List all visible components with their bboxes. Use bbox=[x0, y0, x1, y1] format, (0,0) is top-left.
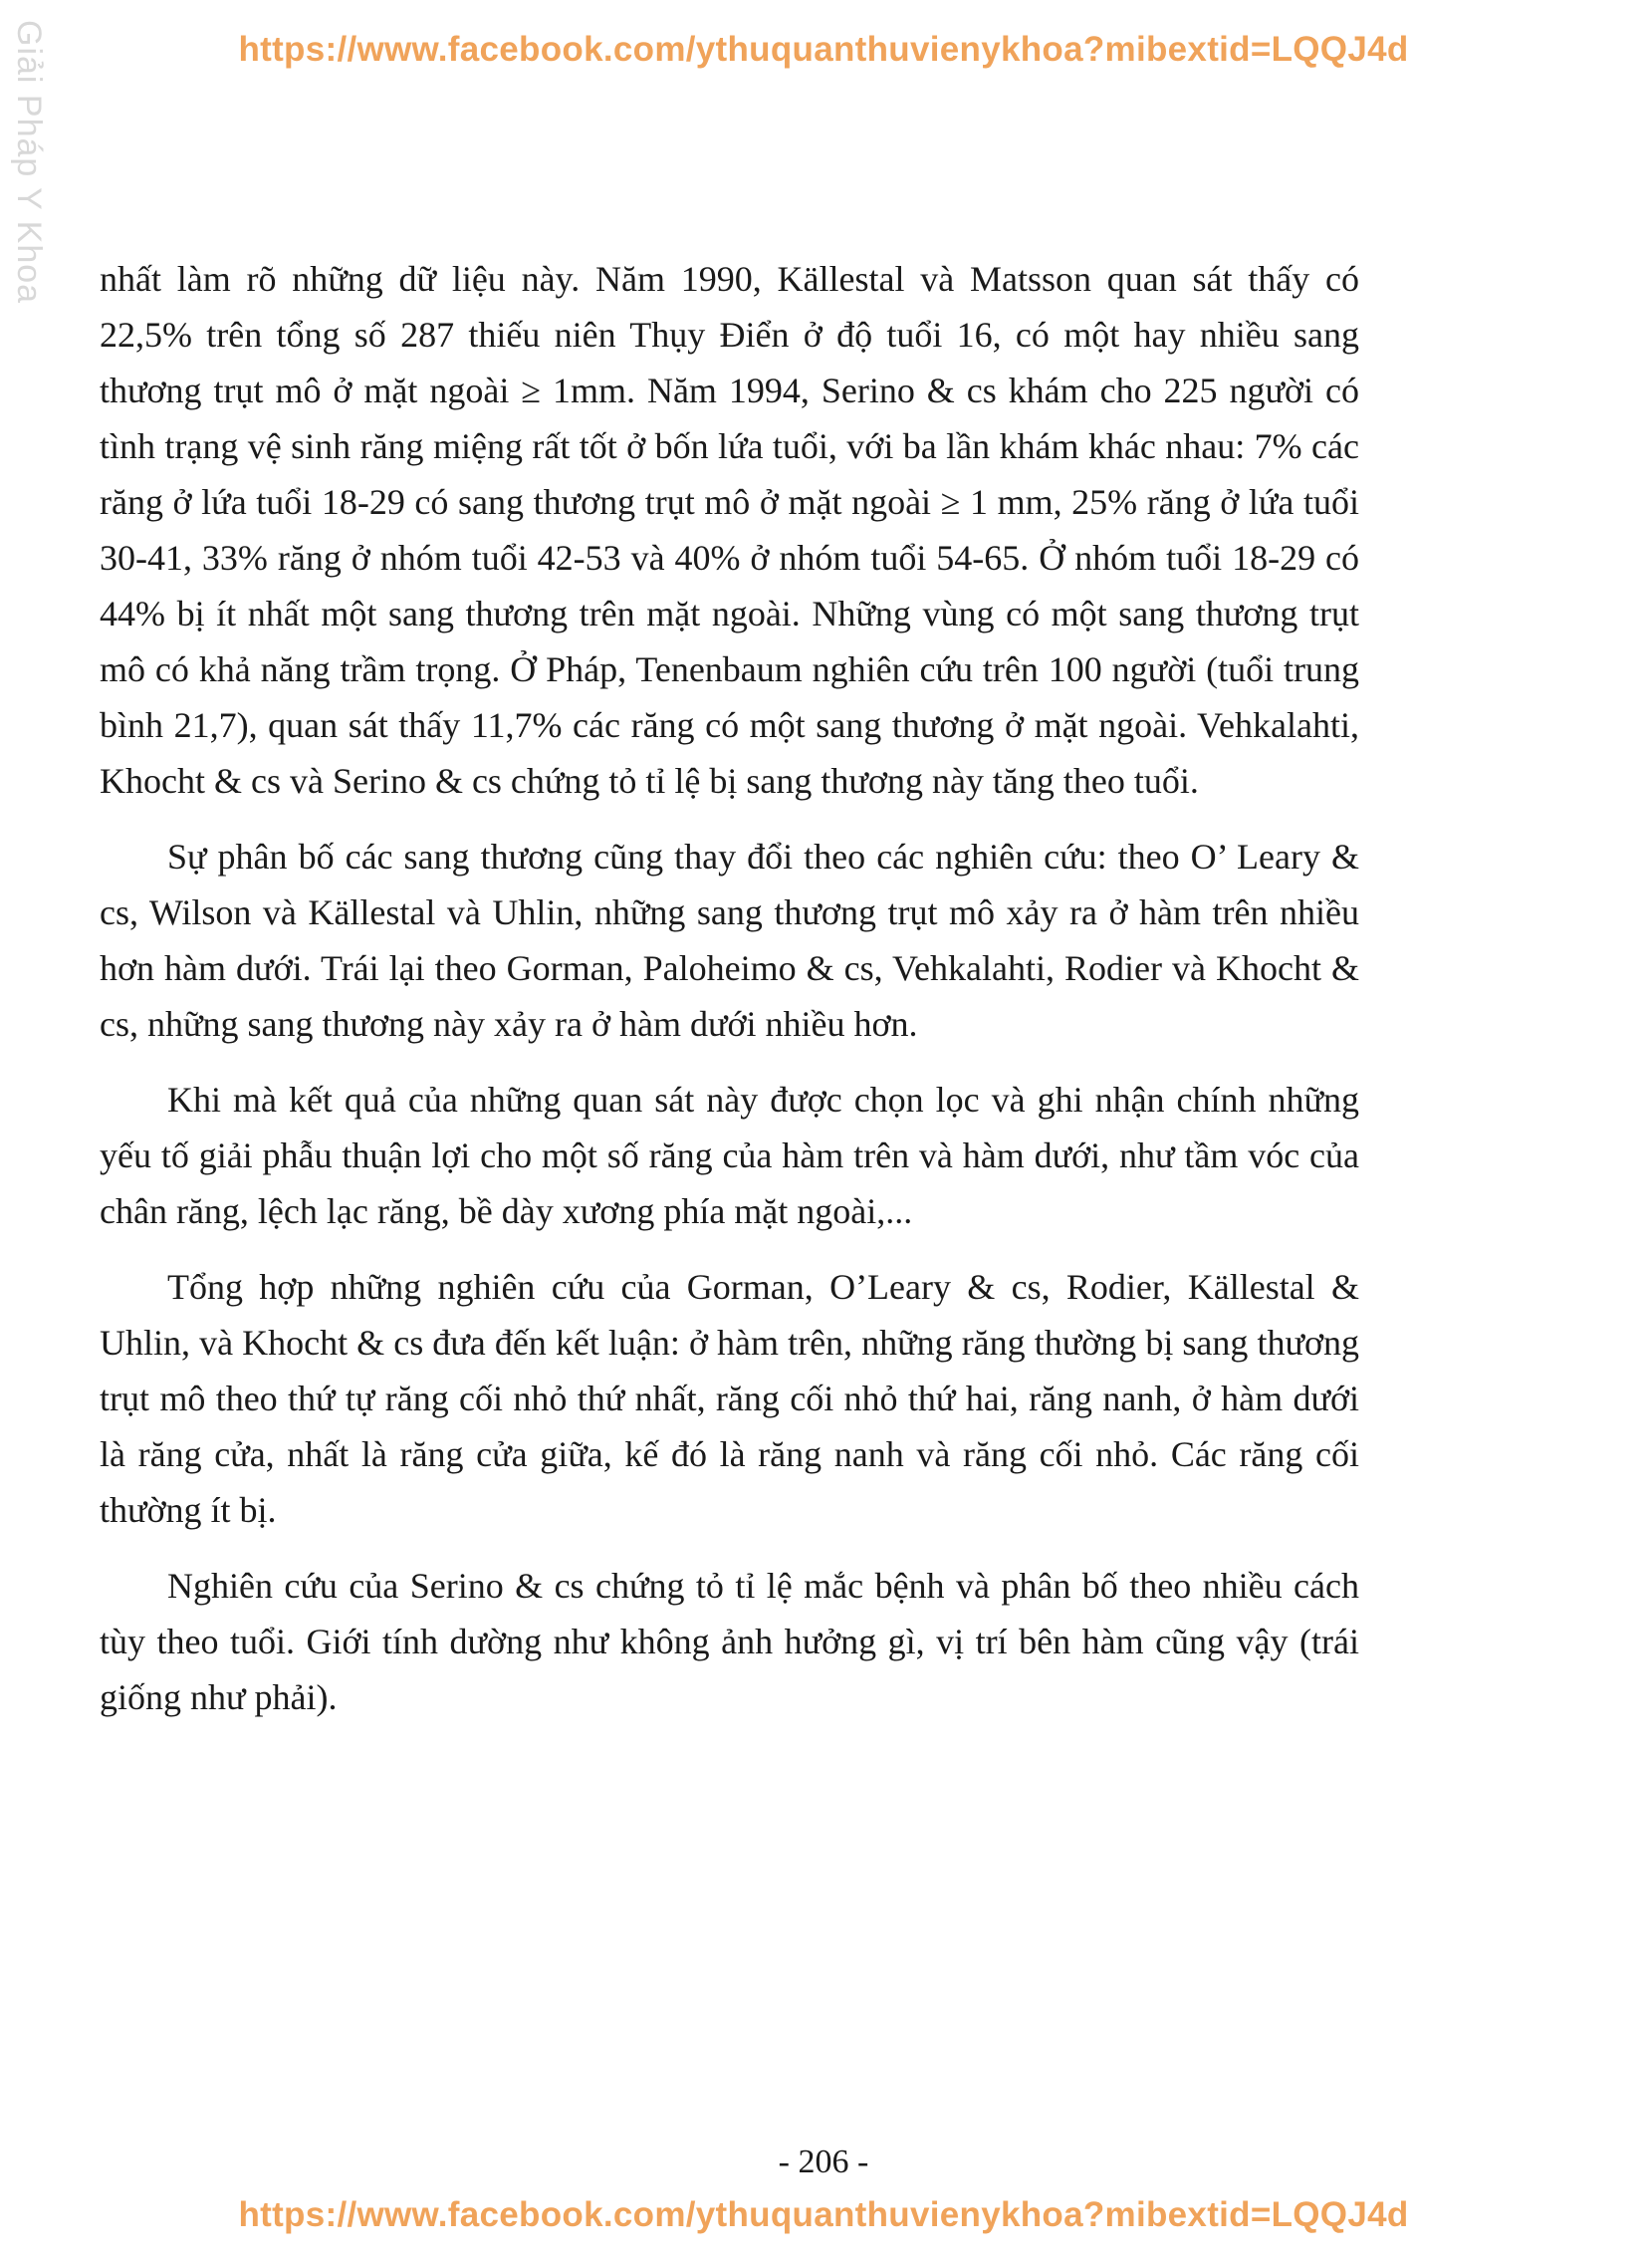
paragraph-3: Khi mà kết quả của những quan sát này được chọn lọc và ghi nhận chính những yếu tố giải phẫu thuận lợi cho một số răng của hàm trên và hàm dưới, như tầm vóc của chân răng, lệch lạc răng, bề dày xương phía mặt ngoài,... bbox=[100, 1080, 1359, 1231]
side-watermark: Giải Pháp Y Khoa bbox=[10, 20, 48, 305]
page-number: - 206 - bbox=[778, 2143, 869, 2180]
paragraph-2: Sự phân bố các sang thương cũng thay đổi theo các nghiên cứu: theo O’ Leary & cs, Wilson và Källestal và Uhlin, những sang thương trụt mô xảy ra ở hàm trên nhiều hơn hàm dưới. Trái lại theo Gorman, Paloheimo & cs, Vehkalahti, Rodier và Khocht & cs, những sang thương này xảy ra ở hàm dưới nhiều hơn. bbox=[100, 837, 1359, 1044]
bottom-url-banner: https://www.facebook.com/ythuquanthuvienykhoa?mibextid=LQQJ4d bbox=[238, 2195, 1409, 2234]
paragraph-4: Tổng hợp những nghiên cứu của Gorman, O’Leary & cs, Rodier, Källestal & Uhlin, và Khocht & cs đưa đến kết luận: ở hàm trên, những răng thường bị sang thương trụt mô theo thứ tự răng cối nhỏ thứ nhất, răng cối nhỏ thứ hai, răng nanh, ở hàm dưới là răng cửa, nhất là răng cửa giữa, kế đó là răng nanh và răng cối nhỏ. Các răng cối thường ít bị. bbox=[100, 1267, 1359, 1530]
paragraph-5: Nghiên cứu của Serino & cs chứng tỏ tỉ lệ mắc bệnh và phân bố theo nhiều cách tùy theo tuổi. Giới tính dường như không ảnh hưởng gì, vị trí bên hàm cũng vậy (trái giống như phải). bbox=[100, 1566, 1359, 1717]
body-text bbox=[100, 251, 1359, 1745]
top-url-banner: https://www.facebook.com/ythuquanthuvienykhoa?mibextid=LQQJ4d bbox=[238, 30, 1409, 69]
paragraph-1: nhất làm rõ những dữ liệu này. Năm 1990, Källestal và Matsson quan sát thấy có 22,5% trên tổng số 287 thiếu niên Thụy Điển ở độ tuổi 16, có một hay nhiều sang thương trụt mô ở mặt ngoài ≥ 1mm. Năm 1994, Serino & cs khám cho 225 người có tình trạng vệ sinh răng miệng rất tốt ở bốn lứa tuổi, với ba lần khám khác nhau: 7% các răng ở lứa tuổi 18-29 có sang thương trụt mô ở mặt ngoài ≥ 1 mm, 25% răng ở lứa tuổi 30-41, 33% răng ở nhóm tuổi 42-53 và 40% ở nhóm tuổi 54-65. Ở nhóm tuổi 18-29 có 44% bị ít nhất một sang thương trên mặt ngoài. Những vùng có một sang thương trụt mô có khả năng trầm trọng. Ở Pháp, Tenenbaum nghiên cứu trên 100 người (tuổi trung bình 21,7), quan sát thấy 11,7% các răng có một sang thương ở mặt ngoài. Vehkalahti, Khocht & cs và Serino & cs chứng tỏ tỉ lệ bị sang thương này tăng theo tuổi. bbox=[100, 259, 1359, 801]
